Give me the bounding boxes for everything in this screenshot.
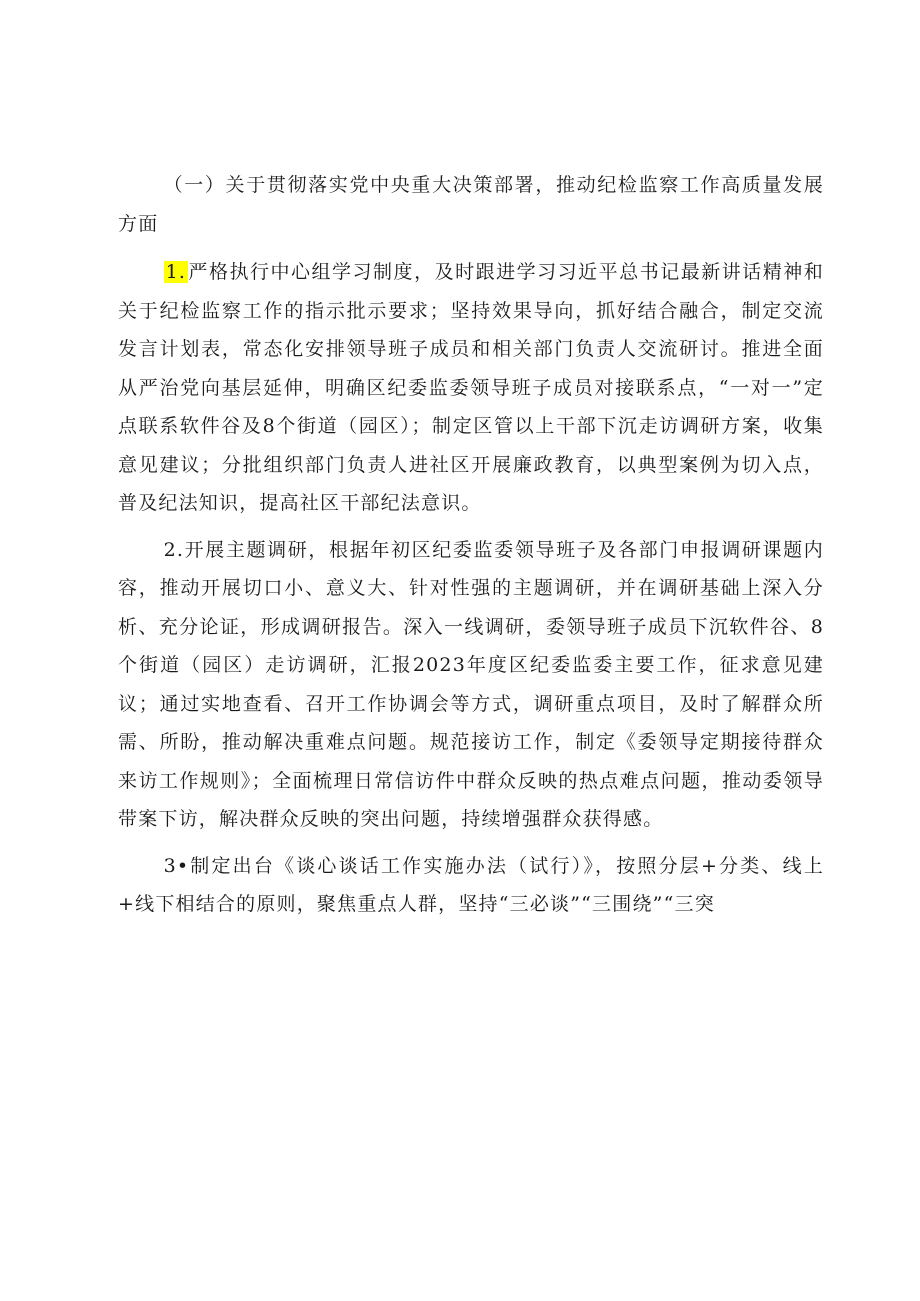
list-item (118, 531, 824, 839)
item-text: 开展主题调研，根据年初区纪委监委领导班子及各部门申报调研课题内容，推动开展切口小、意义大、针对性强的主题调研，并在调研基础上深入分析、充分论证，形成调研报告。深入一线调研，委领导班子成员下沉软件谷、8个街道（园区）走访调研，汇报2023年度区纪委监委主要工作，征求意见建议；通过实地查看、召开工作协调会等方式，调研重点项目，及时了解群众所需、所盼，推动解决重难点问题。规范接访工作，制定《委领导定期接待群众来访工作规则》；全面梳理日常信访件中群众反映的热点难点问题，推动委领导带案下访，解决群众反映的突出问题，持续增强群众获得感。 (118, 538, 824, 830)
item-number: 2. (163, 538, 185, 561)
item-text: 严格执行中心组学习制度，及时跟进学习习近平总书记最新讲话精神和关于纪检监察工作的指示批示要求；坚持效果导向，抓好结合融合，制定交流发言计划表，常态化安排领导班子成员和相关部门负责人交流研讨。推进全面从严治党向基层延伸，明确区纪委监委领导班子成员对接联系点，“一对一”定点联系软件谷及8个街道（园区）；制定区管以上干部下沉走访调研方案，收集意见建议；分批组织部门负责人进社区开展廉政教育，以典型案例为切入点，普及纪法知识，提高社区干部纪法意识。 (118, 261, 824, 514)
list-item (118, 847, 824, 924)
document-page (118, 166, 824, 932)
item-number: 3• (163, 854, 190, 877)
section-heading: （一）关于贯彻落实党中央重大决策部署，推动纪检监察工作高质量发展方面 (118, 174, 824, 235)
item-text: 制定出台《谈心谈话工作实施办法（试行）》，按照分层+分类、线上+线下相结合的原则，聚焦重点人群，坚持“三必谈”“三围绕”“三突 (118, 854, 824, 915)
item-number-highlighted: 1. (165, 261, 187, 283)
list-item (118, 253, 824, 523)
